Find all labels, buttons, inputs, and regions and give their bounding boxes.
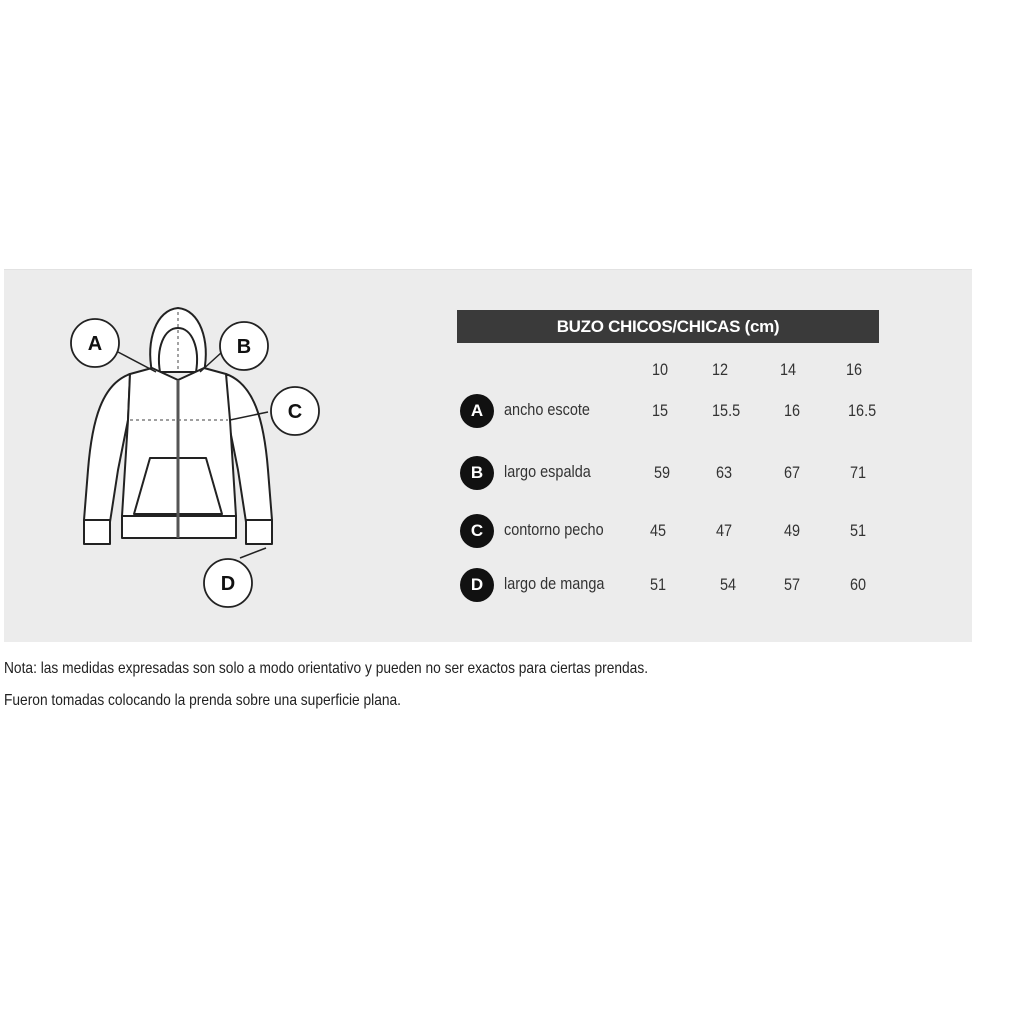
table-row (460, 456, 890, 490)
callout-b (220, 322, 268, 370)
table-cell: 51 (650, 575, 667, 594)
table-cell: 60 (850, 575, 867, 594)
table-title: BUZO CHICOS/CHICAS (cm) (457, 310, 879, 343)
table-cell: 54 (720, 575, 737, 594)
table-row (460, 568, 890, 602)
row-badge: A (460, 394, 494, 428)
table-cell: 71 (850, 463, 867, 482)
disclaimer-note: Nota: las medidas expresadas son solo a modo orientativo y pueden no ser exactos para ciertas prendas. (4, 660, 649, 677)
table-cell: 16.5 (848, 401, 877, 420)
svg-text:C: C (287, 401, 303, 423)
svg-text:D: D (220, 573, 236, 595)
table-cell: 57 (784, 575, 801, 594)
table-cell: 63 (716, 463, 733, 482)
size-header-16: 16 (846, 360, 863, 379)
size-header-10: 10 (652, 360, 669, 379)
size-header-14: 14 (780, 360, 797, 379)
table-row (460, 514, 890, 548)
size-header-12: 12 (712, 360, 729, 379)
table-cell: 16 (784, 401, 801, 420)
table-cell: 47 (716, 521, 733, 540)
callout-c (271, 387, 319, 435)
hoodie-diagram (0, 0, 340, 640)
table-cell: 51 (850, 521, 867, 540)
row-label: largo de manga (504, 574, 605, 593)
table-cell: 45 (650, 521, 667, 540)
callout-d (204, 559, 252, 607)
table-row (460, 394, 890, 428)
table-cell: 67 (784, 463, 801, 482)
row-label: largo espalda (504, 462, 591, 481)
table-cell: 59 (654, 463, 671, 482)
callout-a (71, 319, 119, 367)
row-badge: B (460, 456, 494, 490)
svg-text:B: B (236, 336, 252, 358)
measurement-note: Fueron tomadas colocando la prenda sobre una superficie plana. (4, 692, 402, 709)
table-cell: 15 (652, 401, 669, 420)
table-cell: 15.5 (712, 401, 741, 420)
svg-text:A: A (87, 333, 103, 355)
row-label: ancho escote (504, 400, 590, 419)
row-label: contorno pecho (504, 520, 604, 539)
row-badge: D (460, 568, 494, 602)
row-badge: C (460, 514, 494, 548)
table-cell: 49 (784, 521, 801, 540)
